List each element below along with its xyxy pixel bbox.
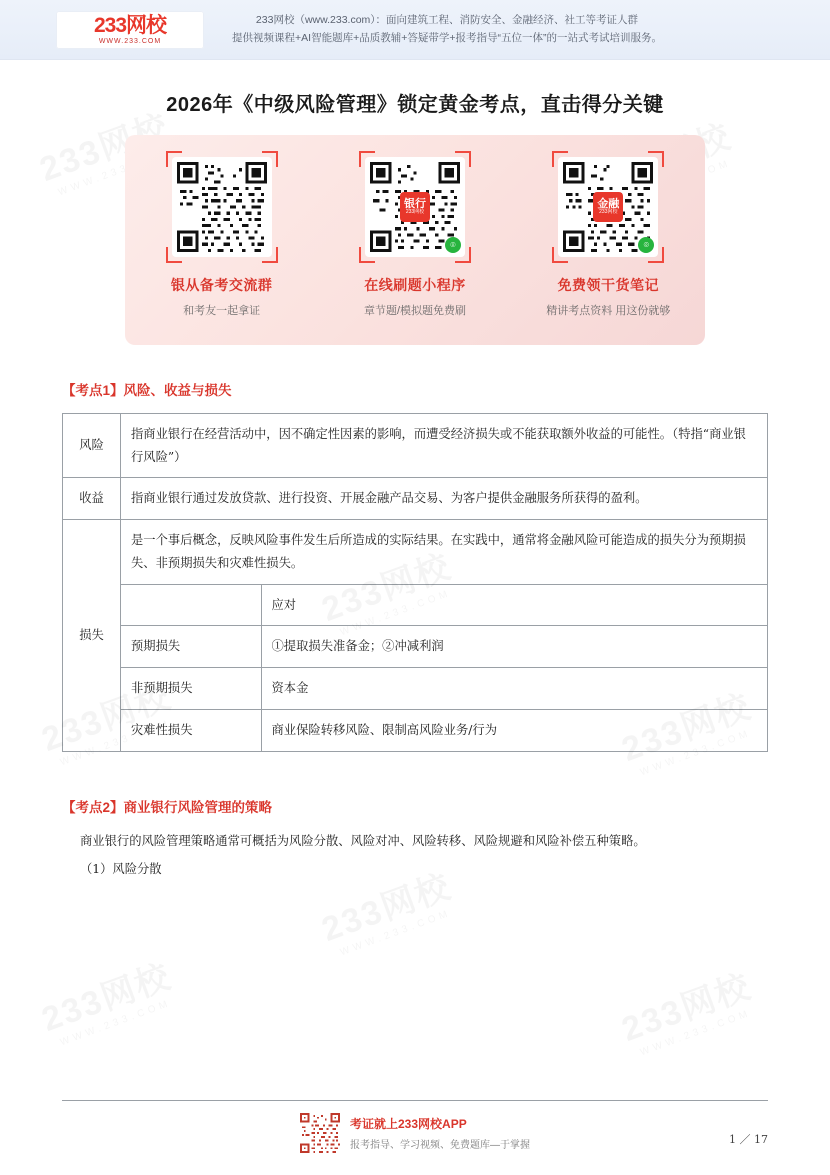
qr-badge-sub: 233网校 (599, 209, 618, 216)
promo-banner (125, 135, 705, 345)
row-label-loss: 损失 (63, 520, 121, 751)
knowledge-table (62, 413, 768, 752)
subtable-cell-label: 灾难性损失 (121, 709, 261, 750)
promo-title: 在线刷题小程序 (364, 277, 466, 293)
qr-code-notes-icon[interactable] (558, 157, 658, 257)
page-number: 1 ／ 17 (729, 1133, 768, 1146)
header-line-1: 233网校（www.233.com）：面向建筑工程、消防安全、金融经济、社工等考证人群 (255, 13, 639, 26)
qr-center-badge (593, 192, 623, 222)
promo-subtitle: 精讲考点资料 用这份就够 (546, 305, 671, 317)
subtable-header-row (121, 585, 767, 626)
promo-subtitle: 和考友一起拿证 (183, 305, 261, 317)
page-title: 2026年《中级风险管理》锁定黄金考点，直击得分关键 (166, 94, 664, 116)
loss-cell (121, 520, 768, 751)
subtable-row (121, 709, 767, 750)
table-row-loss (63, 520, 768, 751)
loss-subtable (121, 585, 767, 751)
section-2-paragraph-2: （1）风险分散 (80, 861, 162, 876)
subtable-cell-value: ①提取损失准备金；②冲减利润 (261, 626, 767, 668)
row-content: 指商业银行通过发放贷款、进行投资、开展金融产品交易、为客户提供金融服务所获得的盈利。 (121, 478, 768, 520)
table-row (63, 478, 768, 520)
section-heading-2: 【考点2】商业银行风险管理的策略 (62, 799, 273, 815)
loss-description: 是一个事后概念，反映风险事件发生后所造成的实际结果。在实践中，通常将金融风险可能造成的损失分为预期损失、非预期损失和灾难性损失。 (121, 520, 767, 584)
promo-title: 银从备考交流群 (170, 277, 273, 293)
qr-badge-text: 金融 (597, 197, 620, 210)
wechat-icon: ⌾ (445, 237, 461, 253)
page-footer (62, 1100, 768, 1153)
watermark (34, 949, 181, 1051)
footer-app-promo[interactable] (300, 1113, 530, 1153)
logo-text (94, 15, 166, 36)
section-2-paragraph-1: 商业银行的风险管理策略通常可概括为风险分散、风险对冲、风险转移、风险规避和风险补偿五种策略。 (80, 833, 646, 848)
watermark (614, 959, 761, 1061)
promo-item[interactable] (330, 157, 500, 318)
subtable-row (121, 626, 767, 668)
logo-cn: 网校 (126, 13, 167, 37)
subtable-header-col1 (121, 585, 261, 626)
subtable-cell-value: 资本金 (261, 668, 767, 710)
footer-texts (350, 1115, 530, 1151)
footer-app-subtitle: 报考指导、学习视频、免费题库—于掌握 (350, 1140, 530, 1151)
qr-badge-sub: 233网校 (405, 209, 425, 216)
promo-subtitle: 章节题/模拟题免费刷 (363, 305, 467, 317)
site-header (0, 0, 830, 60)
wechat-icon: ⌾ (638, 237, 654, 253)
subtable-cell-label: 非预期损失 (121, 668, 261, 710)
logo-url: WWW.233.COM (98, 37, 162, 45)
subtable-cell-label: 预期损失 (121, 626, 261, 668)
row-label: 收益 (63, 478, 121, 520)
qr-center-badge (400, 192, 430, 222)
subtable-cell-value: 商业保险转移风险、限制高风险业务/行为 (261, 709, 767, 750)
header-line-2: 提供视频课程+AI智能题库+品质教辅+答疑带学+报考指导“五位一体”的一站式考试培训服务。 (232, 31, 662, 44)
promo-item[interactable] (137, 157, 307, 318)
section-heading-1: 【考点1】风险、收益与损失 (62, 383, 232, 398)
logo-number: 233 (93, 13, 127, 37)
row-label: 风险 (63, 414, 121, 478)
document-content (0, 379, 830, 882)
footer-qr-code-icon[interactable] (300, 1113, 340, 1153)
qr-code-group-icon[interactable] (172, 157, 272, 257)
row-content: 指商业银行在经营活动中，因不确定性因素的影响，而遭受经济损失或不能获取额外收益的可能性。（特指“商业银行风险”） (121, 414, 768, 478)
promo-title: 免费领干货笔记 (557, 277, 660, 293)
logo (56, 11, 204, 49)
table-row (63, 414, 768, 478)
qr-badge-text: 银行 (403, 197, 426, 210)
subtable-row (121, 668, 767, 710)
subtable-header-col2: 应对 (261, 585, 767, 626)
qr-code-miniprogram-icon[interactable] (365, 157, 465, 257)
promo-item[interactable] (523, 157, 693, 318)
header-description (204, 12, 810, 48)
footer-app-title: 考证就上233网校APP (350, 1117, 467, 1131)
